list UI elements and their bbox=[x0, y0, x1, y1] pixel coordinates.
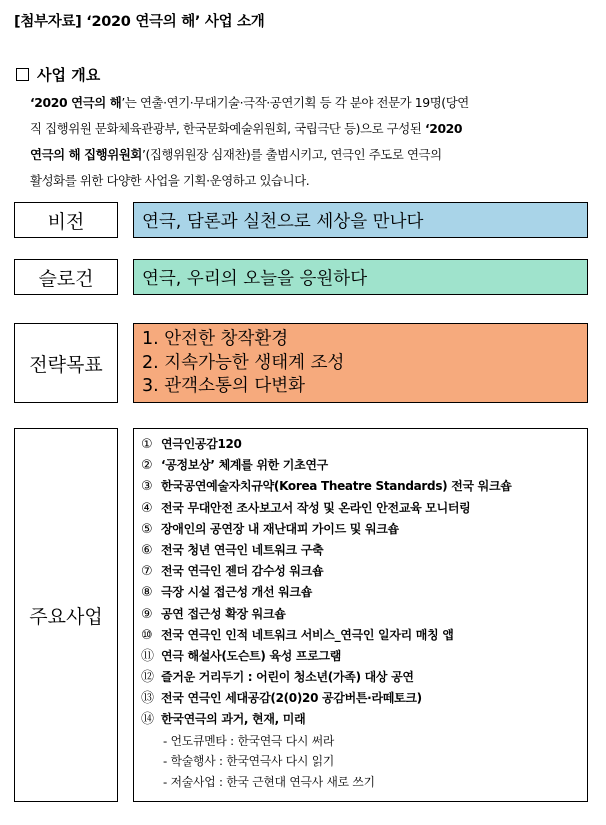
intro-paragraph bbox=[30, 90, 590, 194]
section-heading bbox=[16, 64, 100, 85]
vision-label: 비전 bbox=[14, 202, 118, 238]
goal-item: 1. 안전한 창작환경 bbox=[142, 329, 289, 349]
business-item: ⑥ 전국 청년 연극인 네트워크 구축 bbox=[141, 542, 324, 558]
intro-line: 활성화를 위한 다양한 사업을 기획·운영하고 있습니다. bbox=[30, 173, 310, 188]
goals-label: 전략목표 bbox=[14, 323, 118, 403]
intro-line: 연극의 해 집행위원회’(집행위원장 심재찬)를 출범시키고, 연극인 주도로 연극의 bbox=[30, 147, 442, 162]
business-item: ⑨ 공연 접근성 확장 워크숍 bbox=[141, 606, 286, 622]
vision-text: 연극, 담론과 실천으로 세상을 만나다 bbox=[133, 202, 588, 238]
checkbox-square-icon bbox=[16, 68, 29, 81]
business-subitem: - 저술사업 : 한국 근현대 연극사 새로 쓰기 bbox=[163, 774, 375, 789]
goal-item: 3. 관객소통의 다변화 bbox=[142, 376, 306, 396]
section-title: 사업 개요 bbox=[37, 66, 101, 84]
business-item: ⑧ 극장 시설 접근성 개선 워크숍 bbox=[141, 585, 313, 601]
business-label: 주요사업 bbox=[14, 428, 118, 802]
business-subitem: - 학술행사 : 한국연극사 다시 읽기 bbox=[163, 754, 335, 769]
slogan-text: 연극, 우리의 오늘을 응원하다 bbox=[133, 259, 588, 295]
business-box bbox=[133, 428, 588, 802]
business-item: ② ‘공정보상’ 체계를 위한 기초연구 bbox=[141, 458, 328, 474]
business-item: ⑭ 한국연극의 과거, 현재, 미래 bbox=[141, 712, 306, 728]
intro-line: ‘2020 연극의 해’는 연출·연기·무대기술·극작·공연기획 등 각 분야 전문가 19명(당연 bbox=[30, 95, 469, 110]
goals-box bbox=[133, 323, 588, 403]
business-item: ⑪ 연극 해설사(도슨트) 육성 프로그램 bbox=[141, 648, 342, 664]
business-item: ⑤ 장애인의 공연장 내 재난대피 가이드 및 워크숍 bbox=[141, 521, 399, 537]
slogan-label: 슬로건 bbox=[14, 259, 118, 295]
document-title: [첨부자료] ‘2020 연극의 해’ 사업 소개 bbox=[14, 14, 265, 30]
business-item: ⑦ 전국 연극인 젠더 감수성 워크숍 bbox=[141, 564, 324, 580]
business-item: ⑩ 전국 연극인 인적 네트워크 서비스_연극인 일자리 매칭 앱 bbox=[141, 627, 454, 643]
intro-line: 직 집행위원 문화체육관광부, 한국문화예술위원회, 국립극단 등)으로 구성된 ‘2020 bbox=[30, 121, 463, 136]
business-item: ⑫ 즐거운 거리두기 : 어린이 청소년(가족) 대상 공연 bbox=[141, 670, 414, 686]
business-item: ① 연극인공감120 bbox=[141, 437, 242, 452]
business-item: ④ 전국 무대안전 조사보고서 작성 및 온라인 안전교육 모니터링 bbox=[141, 500, 471, 516]
business-item: ③ 한국공연예술자치규약(Korea Theatre Standards) 전국 워크숍 bbox=[141, 479, 512, 495]
goal-item: 2. 지속가능한 생태계 조성 bbox=[142, 352, 345, 373]
business-subitem: - 언도큐멘타 : 한국연극 다시 써라 bbox=[163, 733, 335, 748]
business-item: ⑬ 전국 연극인 세대공감(2(0)20 공감버튼·라떼토크) bbox=[141, 691, 422, 707]
